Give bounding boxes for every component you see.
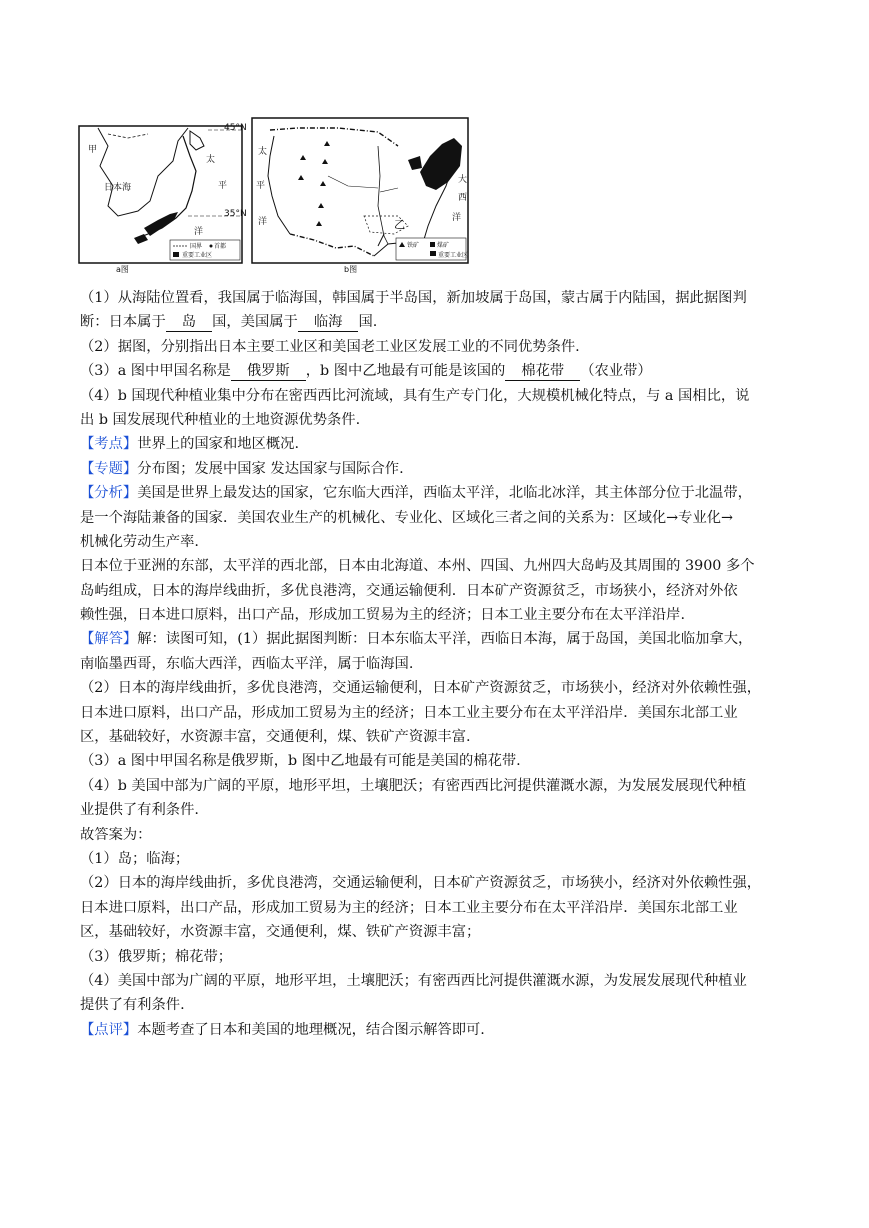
map-a-legend-3: 重要工业区 xyxy=(182,252,213,259)
map-a-label-pacific-2: 平 xyxy=(218,181,228,191)
map-a-label-pacific-1: 太 xyxy=(206,155,216,165)
map-b-label-pacific-2: 平 xyxy=(256,181,266,191)
answers-line-4: 区，基础较好，水资源丰富，交通便利，煤、铁矿产资源丰富； xyxy=(80,924,481,941)
map-a xyxy=(79,123,247,274)
map-b xyxy=(252,118,468,274)
jieda-text-1: 解：读图可知，(1）据此据图判断：日本东临太平洋，西临日本海，属于岛国，美国北临加拿大， xyxy=(137,631,753,648)
map-b-legend-3: 重要工业区 xyxy=(438,252,469,259)
map-a-lat-top: 45°N xyxy=(224,123,247,133)
q3-answer-blank-2: 棉花带 xyxy=(505,362,580,381)
map-b-label-pacific-3: 洋 xyxy=(258,217,268,227)
map-b-legend-1: 铁矿 xyxy=(407,242,420,249)
dianping-line xyxy=(80,1018,792,1042)
map-b-label-atlantic-1: 大 xyxy=(458,175,468,185)
answers-intro: 故答案为： xyxy=(80,826,152,843)
fenxi-line-5: 岛屿组成，日本的海岸线曲折，多优良港湾，交通运输便利．日本矿产资源贫乏，市场狭小，经济对外依 xyxy=(80,582,738,599)
map-b-legend-2: 煤矿 xyxy=(437,242,450,249)
jieda-line-7: （4）b 美国中部为广阔的平原，地形平坦，土壤肥沃；有密西西比河提供灌溉水源，为发展发展现代种植 xyxy=(80,777,747,794)
dianping-tag: 【点评】 xyxy=(80,1021,138,1038)
zhuanti-tag: 【专题】 xyxy=(80,460,138,477)
fenxi-text-1: 美国是世界上最发达的国家，它东临大西洋，西临太平洋，北临北冰洋，其主体部分位于北温带， xyxy=(137,485,752,502)
kaodian-text: 世界上的国家和地区概况. xyxy=(137,436,299,453)
q3-answer-blank-1: 俄罗斯 xyxy=(231,362,306,381)
answers-line-2: （2）日本的海岸线曲折，多优良港湾，交通运输便利，日本矿产资源贫乏，市场狭小，经济对外依赖性强， xyxy=(80,875,762,892)
map-a-label-japan-sea: 日本海 xyxy=(104,183,132,193)
q1-answer-blank-1: 岛 xyxy=(166,313,212,332)
fenxi-line-1 xyxy=(80,481,792,505)
map-a-label-jia: 甲 xyxy=(88,145,98,155)
fenxi-line-4: 日本位于亚洲的东部，太平洋的西北部，日本由北海道、本州、四国、九州四大岛屿及其周围的 3900 多个 xyxy=(80,558,755,575)
answers-line-3: 日本进口原料，出口产品，形成加工贸易为主的经济；日本工业主要分布在太平洋沿岸．美国东北部工业 xyxy=(80,899,738,916)
jieda-line-6: （3）a 图中甲国名称是俄罗斯，b 图中乙地最有可能是美国的棉花带. xyxy=(80,753,521,770)
jieda-line-3: （2）日本的海岸线曲折，多优良港湾，交通运输便利，日本矿产资源贫乏，市场狭小，经济对外依赖性强， xyxy=(80,680,762,697)
map-a-label-pacific-3: 洋 xyxy=(194,227,204,237)
map-b-label-yi: 乙 xyxy=(394,218,405,231)
answers-line-6: （4）美国中部为广阔的平原，地形平坦，土壤肥沃；有密西西比河提供灌溉水源，为发展发展现代种植业 xyxy=(80,972,747,989)
fenxi-line-2: 是一个海陆兼备的国家．美国农业生产的机械化、专业化、区域化三者之间的关系为：区域化→专业化→ xyxy=(80,509,734,526)
q3-text-c: （农业带） xyxy=(580,363,652,380)
answers-line-5: （3）俄罗斯；棉花带； xyxy=(80,948,233,965)
kaodian-line xyxy=(80,432,792,456)
map-a-legend-1: 国界 xyxy=(190,243,203,250)
document-body xyxy=(80,286,792,1042)
q4-line-1: （4）b 国现代种植业集中分布在密西西比河流域，具有生产专门化，大规模机械化特点，与 a 国相比，说 xyxy=(80,387,750,404)
q1-line-1: （1）从海陆位置看，我国属于临海国，韩国属于半岛国，新加坡属于岛国，蒙古属于内陆国，据此据图判 xyxy=(80,290,747,306)
q4-line-2: 出 b 国发展现代种植业的土地资源优势条件. xyxy=(80,411,361,428)
kaodian-tag: 【考点】 xyxy=(80,436,138,453)
zhuanti-line xyxy=(80,457,792,481)
map-b-label-atlantic-2: 西 xyxy=(458,193,468,203)
fenxi-line-3: 机械化劳动生产率. xyxy=(80,533,199,550)
q3-line xyxy=(80,359,792,383)
map-b-label-pacific-1: 太 xyxy=(258,147,268,157)
map-a-lat-mid: 35°N xyxy=(224,209,247,219)
zhuanti-text: 分布图；发展中国家 发达国家与国际合作. xyxy=(137,460,404,477)
maps-figure xyxy=(78,116,470,274)
map-b-label-atlantic-3: 洋 xyxy=(452,213,462,223)
q1-line-2 xyxy=(80,310,792,334)
jieda-line-2: 南临墨西哥，东临大西洋，西临太平洋，属于临海国. xyxy=(80,655,414,672)
map-a-legend-2: 首都 xyxy=(214,243,227,250)
jieda-line-8: 业提供了有利条件. xyxy=(80,802,199,819)
jieda-line-4: 日本进口原料，出口产品，形成加工贸易为主的经济；日本工业主要分布在太平洋沿岸．美国东北部工业 xyxy=(80,704,738,721)
fenxi-tag: 【分析】 xyxy=(80,485,138,502)
q1-answer-blank-2: 临海 xyxy=(298,313,359,332)
q1-text-c: 国. xyxy=(358,314,378,331)
q3-text-b: ，b 图中乙地最有可能是该国的 xyxy=(305,363,506,380)
q2-line: （2）据图，分别指出日本主要工业区和美国老工业区发展工业的不同优势条件. xyxy=(80,338,580,355)
dianping-text: 本题考查了日本和美国的地理概况，结合图示解答即可. xyxy=(137,1021,485,1038)
map-a-caption: a图 xyxy=(116,265,129,274)
q3-text-a: （3）a 图中甲国名称是 xyxy=(80,363,231,380)
answers-line-7: 提供了有利条件. xyxy=(80,997,185,1014)
q1-text-a: 断：日本属于 xyxy=(80,314,166,331)
answers-line-1: （1）岛；临海； xyxy=(80,850,190,867)
q1-text-b: 国，美国属于 xyxy=(212,314,298,331)
map-b-caption: b图 xyxy=(344,265,358,274)
fenxi-line-6: 赖性强，日本进口原料，出口产品，形成加工贸易为主的经济；日本工业主要分布在太平洋沿岸. xyxy=(80,607,686,624)
jieda-line-5: 区，基础较好，水资源丰富，交通便利，煤、铁矿产资源丰富. xyxy=(80,729,471,746)
jieda-tag: 【解答】 xyxy=(80,631,138,648)
jieda-line-1 xyxy=(80,627,792,651)
